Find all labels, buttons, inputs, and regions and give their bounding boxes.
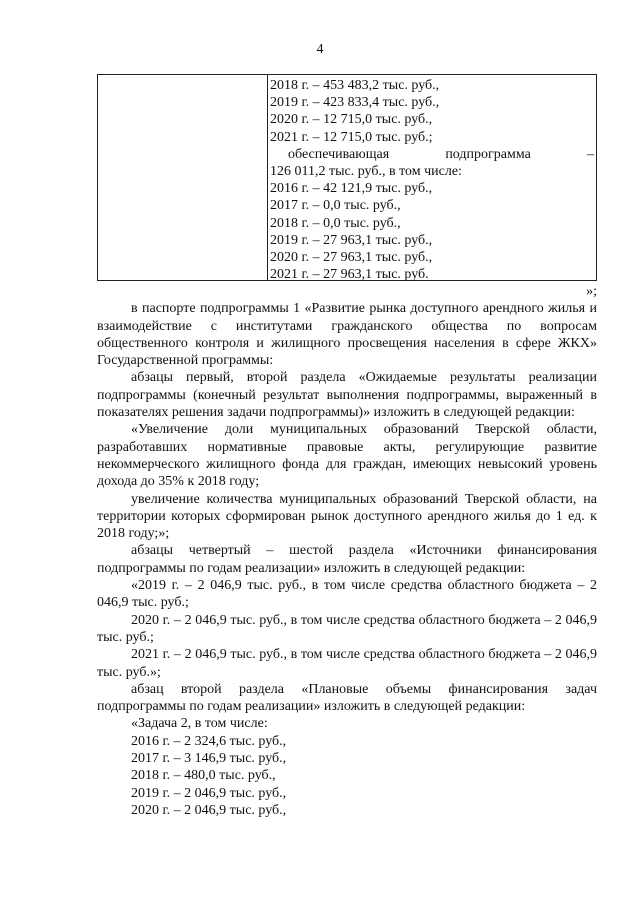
table-line: 2020 г. – 12 715,0 тыс. руб., [270, 112, 433, 128]
support-subprogram-line [270, 146, 594, 163]
list-item: 2019 г. – 2 046,9 тыс. руб., [131, 785, 287, 801]
paragraph: абзацы четвертый – шестой раздела «Источники финансирования подпрограммы по годам реализации» изложить в следующей редакции: [97, 543, 597, 576]
paragraph: 2021 г. – 2 046,9 тыс. руб., в том числе средства областного бюджета – 2 046,9 тыс. руб.»; [97, 647, 597, 680]
paragraph: в паспорте подпрограммы 1 «Развитие рынка доступного арендного жилья и взаимодействие с институтами гражданского общества по вопросам общественного контроля и жилищного просвещения населения в сфере ЖКХ» Государственной программы: [97, 301, 597, 369]
paragraph: увеличение количества муниципальных образований Тверской области, на территории которых сформирован рынок доступного арендного жилья до 1 ед. к 2018 году;»; [97, 491, 597, 542]
list-item: 2017 г. – 3 146,9 тыс. руб., [131, 751, 287, 767]
paragraph: «2019 г. – 2 046,9 тыс. руб., в том числе средства областного бюджета – 2 046,9 тыс. руб.; [97, 578, 597, 611]
closing-quote: »; [586, 284, 597, 299]
paragraph: «Задача 2, в том числе: [131, 716, 268, 732]
paragraph: абзац второй раздела «Плановые объемы финансирования задач подпрограммы по годам реализации» изложить в следующей редакции: [97, 681, 597, 715]
support-word: обеспечивающая [288, 146, 390, 162]
financing-table [97, 74, 597, 281]
table-line: 2020 г. – 27 963,1 тыс. руб., [270, 250, 433, 266]
table-line: 2021 г. – 27 963,1 тыс. руб. [270, 267, 429, 283]
page-number: 4 [316, 42, 324, 57]
dash: – [586, 146, 594, 162]
table-line: 126 011,2 тыс. руб., в том числе: [270, 164, 462, 180]
table-right-cell [270, 77, 594, 283]
table-line: 2018 г. – 453 483,2 тыс. руб., [270, 78, 440, 93]
paragraph: абзацы первый, второй раздела «Ожидаемые результаты реализации подпрограммы (конечный результат выполнения подпрограммы, выраженный в показателях решения задачи подпрограммы)» изложить в следующей редакции: [97, 370, 597, 421]
paragraph: «Увеличение доли муниципальных образований Тверской области, разработавших нормативные правовые акты, регулирующие развитие некоммерческого жилищного фонда для граждан, имеющих невысокий уровень дохода до 35% к 2018 году; [97, 422, 597, 490]
list-item: 2018 г. – 480,0 тыс. руб., [131, 768, 276, 784]
list-item: 2020 г. – 2 046,9 тыс. руб., [131, 802, 287, 818]
table-line: 2019 г. – 27 963,1 тыс. руб., [270, 232, 433, 248]
list-item: 2016 г. – 2 324,6 тыс. руб., [131, 733, 287, 749]
table-line: 2021 г. – 12 715,0 тыс. руб.; [270, 129, 433, 145]
table-left-cell [98, 75, 267, 280]
subprogram-word: подпрограмма [445, 146, 531, 162]
table-line: 2019 г. – 423 833,4 тыс. руб., [270, 95, 440, 111]
table-column-divider [267, 75, 268, 280]
table-line: 2017 г. – 0,0 тыс. руб., [270, 198, 401, 214]
document-body [97, 283, 597, 819]
table-line: 2016 г. – 42 121,9 тыс. руб., [270, 181, 433, 197]
paragraph: 2020 г. – 2 046,9 тыс. руб., в том числе средства областного бюджета – 2 046,9 тыс. руб.; [97, 612, 597, 645]
table-line: 2018 г. – 0,0 тыс. руб., [270, 215, 401, 231]
